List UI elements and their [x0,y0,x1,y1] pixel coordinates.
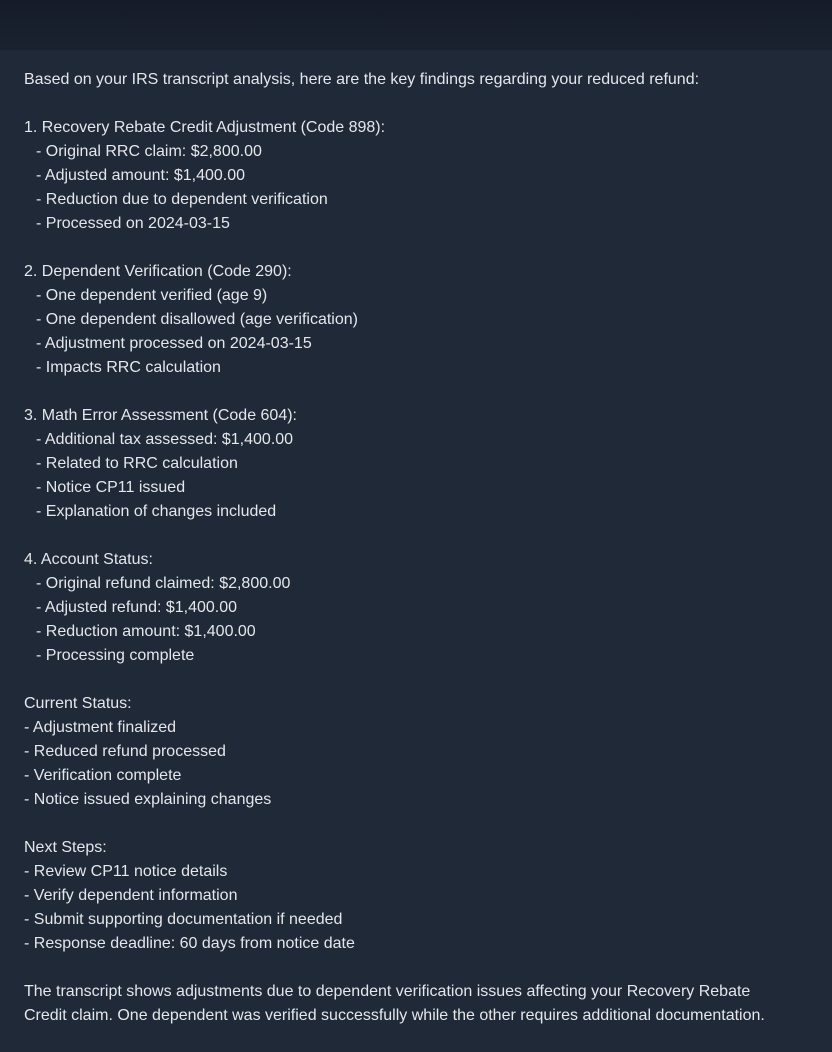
intro-block [24,68,808,92]
list-item: - Reduction amount: $1,400.00 [36,623,256,640]
section-heading: 4. Account Status: [24,551,153,568]
list-item: - Adjustment processed on 2024-03-15 [36,335,312,352]
list-item: - Verify dependent information [24,887,238,904]
section-heading: Next Steps: [24,839,107,856]
section-math-error [24,404,808,524]
current-status-block [24,692,808,812]
list-item: - Review CP11 notice details [24,863,228,880]
next-steps-block [24,836,808,956]
list-item: - Response deadline: 60 days from notice date [24,935,355,952]
assistant-message [0,50,832,1052]
list-item: - Reduced refund processed [24,743,226,760]
closing-block [24,980,808,1028]
list-item: - Adjusted amount: $1,400.00 [36,167,246,184]
section-dependent-verification [24,260,808,380]
list-item: - One dependent disallowed (age verification) [36,311,358,328]
list-item: - Related to RRC calculation [36,455,238,472]
list-item: - Explanation of changes included [36,503,277,520]
list-item: - Processed on 2024-03-15 [36,215,230,232]
section-heading: 1. Recovery Rebate Credit Adjustment (Code 898): [24,119,386,136]
section-heading: 3. Math Error Assessment (Code 604): [24,407,297,424]
intro-text: Based on your IRS transcript analysis, here are the key findings regarding your reduced refund: [24,71,700,88]
list-item: - Impacts RRC calculation [36,359,221,376]
list-item: - One dependent verified (age 9) [36,287,268,304]
section-rrc-adjustment [24,116,808,236]
list-item: - Verification complete [24,767,182,784]
list-item: - Adjustment finalized [24,719,177,736]
list-item: - Processing complete [36,647,195,664]
list-item: - Reduction due to dependent verification [36,191,328,208]
list-item: - Submit supporting documentation if needed [24,911,343,928]
top-bar [0,0,832,50]
list-item: - Notice CP11 issued [36,479,186,496]
list-item: - Adjusted refund: $1,400.00 [36,599,238,616]
list-item: - Additional tax assessed: $1,400.00 [36,431,294,448]
section-account-status [24,548,808,668]
list-item: - Original RRC claim: $2,800.00 [36,143,262,160]
section-heading: Current Status: [24,695,132,712]
list-item: - Original refund claimed: $2,800.00 [36,575,291,592]
section-heading: 2. Dependent Verification (Code 290): [24,263,292,280]
closing-text: The transcript shows adjustments due to dependent verification issues affecting your Recovery Rebate Credit claim. One dependent was verified successfully while the other requires additional documentation. [24,983,765,1024]
list-item: - Notice issued explaining changes [24,791,272,808]
